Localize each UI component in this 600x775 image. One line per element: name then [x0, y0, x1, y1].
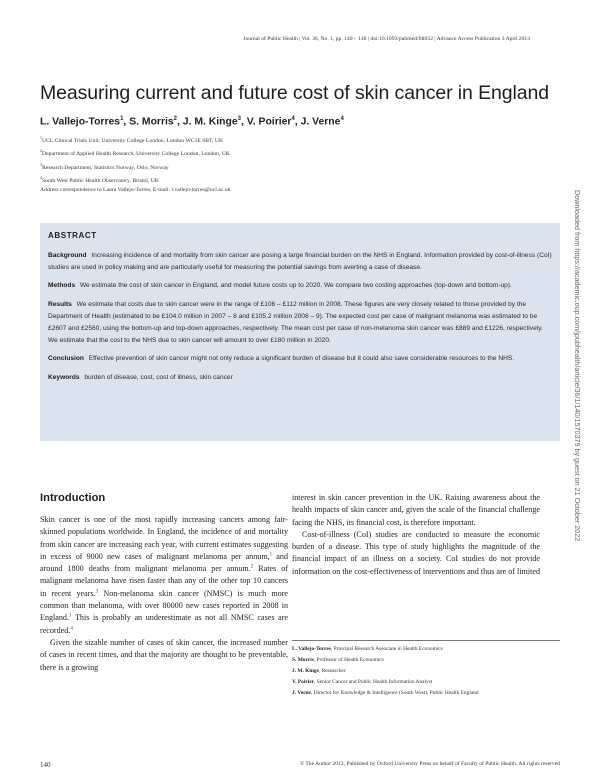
abstract-keywords: Keywords burden of disease, cost, cost of illness, skin cancer: [48, 373, 233, 381]
section-heading-introduction: Introduction: [40, 492, 106, 504]
running-header: Journal of Public Health | Vol. 36, No. 1, pp. 140 – 148 | doi:10.1093/pubmed/fdt032 | Advance Access Publication 3 April 2013: [243, 36, 530, 42]
author-affiliation-mark: 4: [340, 116, 344, 122]
page-number: 140: [40, 761, 51, 769]
author-note: J. M. Kinge, Researcher: [292, 668, 346, 675]
body-paragraph: Skin cancer is one of the most rapidly increasing cancers among fair-skinned populations worldwide. In England, the incidence of and mortality from skin cancer are increasing each year, with current estimates suggesting in excess of 9000 new cases of malignant melanoma per annum,$^1$ and around 1800 deaths from malignant melanoma per annum.$^2$ Rates of malignant melanoma have risen faster than any of the other top 10 cancers in recent years.$^3$ Non-melanoma skin cancer (NMSC) is much more common than melanoma, with over 80000 new cases reported in 2008 in England.$^1$ This is probably an underestimate as not all NMSC cases are recorded.$^4$: [40, 515, 288, 635]
article-title: Measuring current and future cost of skin cancer in England: [40, 82, 549, 104]
download-watermark: Downloaded from https://academic.oup.com/jpubhealth/article/36/1/140/1570379 by guest on 21 October 2022: [573, 190, 582, 542]
body-paragraph: Cost-of-illness (CoI) studies are conducted to measure the economic burden of a disease. This type of study highlights the magnitude of the financial impact of an illness on a society. CoI studies do not provide information on the cost-effectiveness of interventions and thus are of limited: [292, 529, 540, 576]
body-paragraph: interest in skin cancer prevention in the UK. Raising awareness about the health impacts of skin cancer and, given the scale of the financial challenge facing the NHS, its financial cost, is therefore important.: [292, 493, 540, 527]
affiliation-line: $^3$Research Department, Statistics Norway, Oslo, Norway: [40, 161, 169, 171]
citation-ref[interactable]: 2: [250, 564, 254, 570]
author-name: L. Vallejo-Torres: [40, 116, 121, 128]
abstract-results: Results We estimate that costs due to skin cancer were in the range of £106 – £112 million in 2008. These figures are very closely related to those provided by the Department of Health (estimated to be £104.0 million in 2007 – 8 and £105.2 million 2008 – 9). The expected cost per case of malignant melanoma was estimated to be £2607 and £2560, using the bottom-up and top-down approaches, respectively. The mean cost per case of non-melanoma skin cancer was £889 and £1226, respectively. We estimate that the cost to the NHS due to skin cancer will amount to over £180 million in 2020.: [48, 300, 543, 345]
body-column-left: [40, 492, 288, 674]
citation-ref[interactable]: 3: [95, 589, 99, 595]
author-name: S. Morris: [129, 116, 174, 128]
abstract-conclusion: Conclusion Effective prevention of skin cancer might not only reduce a significant burden of disease but it could also save considerable resources to the NHS.: [48, 355, 515, 363]
author-name: V. Poirier: [246, 116, 292, 128]
affiliations: [40, 133, 340, 196]
affiliation-line: $^2$Department of Applied Health Research, University College London, London, UK: [40, 148, 230, 158]
author-name: J. Verne: [300, 116, 341, 128]
author-list: L. Vallejo-Torres$^1$, S. Morris$^2$, J. M. Kinge$^3$, V. Poirier$^4$, J. Verne$^4$: [40, 116, 344, 128]
body-column-right: [292, 492, 540, 578]
abstract-box: [40, 223, 560, 441]
abstract-methods: Methods We estimate the cost of skin cancer in England, and model future costs up to 2020. We compare two costing approaches (top-down and bottom-up).: [48, 282, 512, 290]
author-note: S. Morris, Professor of Health Economics: [292, 657, 384, 664]
author-affiliation-mark: 3: [237, 116, 241, 122]
author-note: V. Poirier, Senior Cancer and Public Health Information Analyst: [292, 679, 433, 686]
author-note: J. Verne, Director for Knowledge & Intelligence (South West), Public Health England: [292, 690, 479, 697]
author-note: L. Vallejo-Torres, Principal Research Associate in Health Economics: [292, 646, 443, 652]
abstract-background: Background Increasing incidence of and mortality from skin cancer are posing a large financial burden on the NHS in England. Information provided by cost-of-illness (CoI) studies are used in policy making and are particularly useful for measuring the potential savings from averting a case of disease.: [48, 252, 552, 272]
author-name: J. M. Kinge: [182, 116, 238, 128]
copyright-notice: © The Author 2013, Published by Oxford University Press on behalf of Faculty of Public Health. All rights reserved: [299, 761, 560, 767]
citation-ref[interactable]: 4: [70, 625, 73, 631]
citation-ref[interactable]: 1: [69, 613, 72, 619]
author-affiliation-mark: 1: [120, 116, 124, 122]
author-notes: [292, 640, 560, 699]
abstract-heading: ABSTRACT: [48, 231, 97, 240]
affiliation-line: $^4$South West Public Health Observatory, Bristol, UK: [40, 174, 159, 184]
citation-ref[interactable]: 1: [269, 552, 273, 558]
author-affiliation-mark: 2: [173, 116, 178, 122]
correspondence-line: Address correspondence to Laura Vallejo-Torres, E-mail: l.vallejo-torres@ucl.ac.uk: [40, 187, 231, 194]
affiliation-line: $^1$UCL Clinical Trials Unit, University College London, London WC1E 6BT, UK: [40, 135, 224, 144]
body-paragraph: Given the sizable number of cases of skin cancer, the increased number of cases in recent times, and that the majority are thought to be preventable, there is a growing: [40, 637, 288, 672]
author-affiliation-mark: 4: [291, 116, 295, 122]
